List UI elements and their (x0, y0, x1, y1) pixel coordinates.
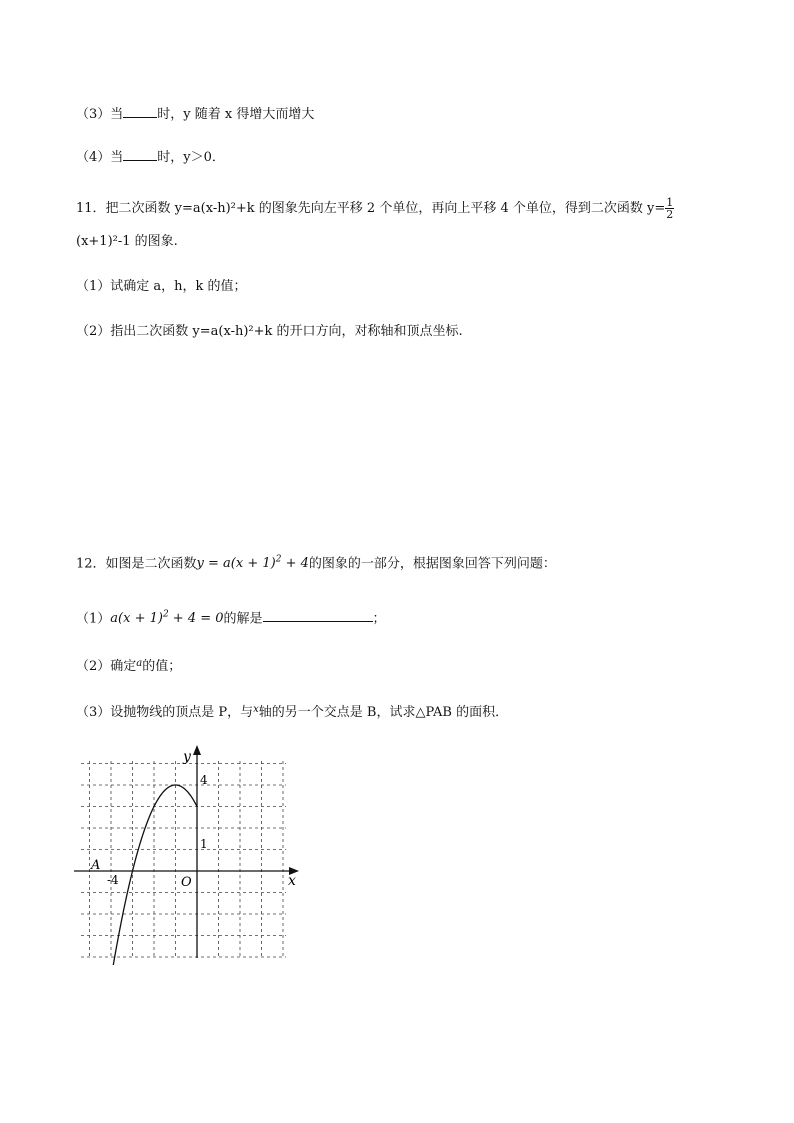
q12-intro (76, 550, 556, 574)
tick-label-1: 1 (200, 837, 208, 851)
q12-part3-suffix: 轴的另一个交点是 B，试求△PAB 的面积． (258, 705, 509, 720)
q10-part4-prefix: （4）当 (76, 150, 124, 165)
q12-part3-prefix: （3）设抛物线的顶点是 P，与 (76, 705, 254, 720)
q12-part1-suffix: 的解是 (223, 611, 263, 627)
q12-part2-suffix: 的值； (142, 659, 182, 674)
q12-part1-end: ； (372, 611, 386, 627)
origin-label: O (181, 875, 192, 890)
q12-part1 (76, 605, 386, 629)
y-axis-label: y (183, 749, 191, 765)
y-axis-arrow (193, 745, 201, 755)
fraction-denominator: 2 (666, 208, 674, 221)
q11-part1: （1）试确定 a，h，k 的值； (76, 279, 247, 294)
q12-formula (197, 556, 309, 571)
dashed-grid (81, 761, 286, 958)
variable-x: x (253, 704, 259, 715)
x-axis-label: x (288, 873, 296, 889)
q11-statement (76, 197, 674, 220)
fraction-numerator: 1 (666, 196, 674, 209)
formula-exponent: 2 (275, 555, 282, 565)
q12-part3 (76, 700, 508, 723)
q12-part1-prefix: （1） (76, 611, 111, 627)
variable-a: a (136, 658, 143, 669)
point-a-label: A (91, 858, 101, 873)
q11-part2: （2）指出二次函数 y=a(x-h)²+k 的开口方向，对称轴和顶点坐标. (76, 324, 463, 339)
q12-part1-formula (110, 611, 223, 626)
tick-label-neg4: -4 (107, 873, 119, 887)
formula-base: y = a(x + 1) (196, 556, 276, 572)
parabola-graph (70, 740, 310, 965)
q10-part4-suffix: 时，y＞0． (157, 150, 225, 165)
q12-part2 (76, 654, 181, 677)
formula-exponent: 2 (162, 610, 169, 620)
q11-line2: (x+1)²-1 的图象. (76, 234, 178, 249)
q10-part3-suffix: 时，y 随着 x 得增大而增大 (157, 107, 315, 122)
tick-label-4: 4 (200, 773, 208, 787)
answer-blank[interactable] (123, 146, 157, 161)
formula-base: a(x + 1) (110, 611, 163, 627)
q10-part3 (76, 103, 314, 125)
q12-part2-prefix: （2）确定 (76, 659, 137, 674)
fraction-one-half (665, 197, 674, 220)
q12-intro-prefix: 12．如图是二次函数 (76, 556, 197, 572)
answer-blank[interactable] (123, 103, 157, 118)
answer-blank[interactable] (263, 607, 373, 622)
q12-intro-suffix: 的图象的一部分，根据图象回答下列问题： (308, 556, 556, 572)
q10-part4 (76, 146, 225, 168)
q10-part3-prefix: （3）当 (76, 107, 124, 122)
q11-line1: 11．把二次函数 y=a(x-h)²+k 的图象先向左平移 2 个单位，再向上平移 4 个单位，得到二次函数 y= (76, 201, 666, 216)
formula-tail: + 4 = 0 (168, 611, 224, 627)
formula-tail: + 4 (281, 556, 309, 572)
